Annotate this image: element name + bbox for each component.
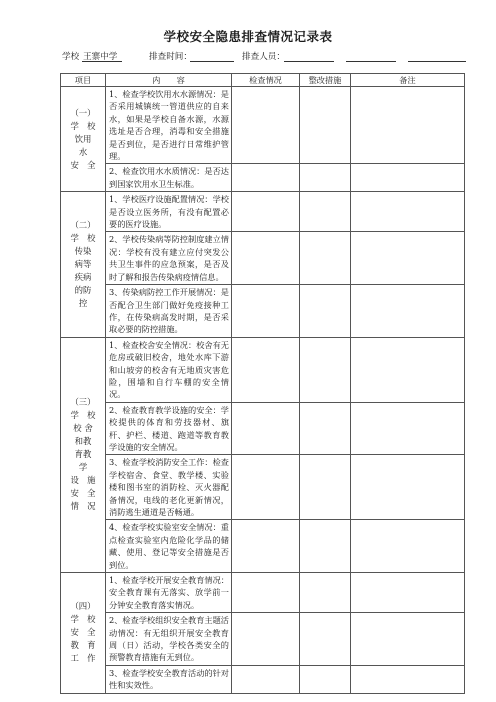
inspection-cell[interactable] xyxy=(232,455,300,520)
rectification-cell[interactable] xyxy=(300,520,351,573)
content-cell: 1、学校医疗设施配置情况：学校是否设立医务所，有没有配置必要的医疗设施。 xyxy=(106,192,232,232)
table-row xyxy=(61,285,465,338)
people-label: 排查人员： xyxy=(242,52,285,62)
people-underline-2 xyxy=(346,61,396,62)
table-row xyxy=(61,520,465,573)
inspection-cell[interactable] xyxy=(232,87,300,164)
table-row xyxy=(61,402,465,455)
content-cell: 2、检查学校组织安全教育主题活动情况：有无组织开展安全教育周（日）活动，学校各类安全的预警教育措施有无到位。 xyxy=(106,613,232,666)
category-cell: （二） 学 校 传染 病等 疾病 的防 控 xyxy=(61,192,106,337)
remarks-cell[interactable] xyxy=(351,192,465,232)
remarks-cell[interactable] xyxy=(351,455,465,520)
remarks-cell[interactable] xyxy=(351,285,465,338)
rectification-cell[interactable] xyxy=(300,573,351,613)
category-cell: （四） 学 校 安 全 教 育 工 作 xyxy=(61,573,106,694)
remarks-cell[interactable] xyxy=(351,87,465,164)
school-name: 王寨中学 xyxy=(83,52,118,62)
inspection-cell[interactable] xyxy=(232,402,300,455)
content-cell: 1、检查学校饮用水水源情况：是否采用城镇统一管道供应的自来水，如果是学校自备水源，水源选址是否合理，消毒和安全措施是否到位，是否进行日常维护管理。 xyxy=(106,87,232,164)
rectification-cell[interactable] xyxy=(300,232,351,285)
remarks-cell[interactable] xyxy=(351,520,465,573)
time-underline xyxy=(190,61,234,62)
remarks-cell[interactable] xyxy=(351,164,465,192)
table-row xyxy=(61,613,465,666)
rectification-cell[interactable] xyxy=(300,665,351,693)
category-cell: （三） 学 校 校 舍 和教 育教 学 设 施 安 全 情 况 xyxy=(61,337,106,572)
table-row xyxy=(61,573,465,613)
time-label: 排查时间： xyxy=(149,52,192,62)
header-inspection: 检查情况 xyxy=(232,74,300,87)
inspection-cell[interactable] xyxy=(232,665,300,693)
table-row xyxy=(61,665,465,693)
inspection-cell[interactable] xyxy=(232,164,300,192)
table-row xyxy=(61,87,465,164)
remarks-cell[interactable] xyxy=(351,337,465,402)
header-rectification: 整改措施 xyxy=(300,74,351,87)
people-underline-1 xyxy=(284,61,334,62)
inspection-cell[interactable] xyxy=(232,337,300,402)
content-cell: 1、检查学校开展安全教育情况：安全教育课有无落实、放学前一分钟安全教育落实情况。 xyxy=(106,573,232,613)
rectification-cell[interactable] xyxy=(300,87,351,164)
rectification-cell[interactable] xyxy=(300,613,351,666)
header-remarks: 备注 xyxy=(351,74,465,87)
table-row xyxy=(61,192,465,232)
rectification-cell[interactable] xyxy=(300,285,351,338)
content-cell: 3、检查学校消防安全工作：检查学校宿舍、食堂、教学楼、实验楼和图书室的消防栓、灭火器配备情况，电线的老化更新情况，消防逃生通道是否畅通。 xyxy=(106,455,232,520)
rectification-cell[interactable] xyxy=(300,192,351,232)
table-row xyxy=(61,337,465,402)
content-cell: 3、检查学校安全教育活动的针对性和实效性。 xyxy=(106,665,232,693)
content-cell: 3、传染病防控工作开展情况：是否配合卫生部门做好免疫接种工作，在传染病高发时期，是否采取必要的防控措施。 xyxy=(106,285,232,338)
school-label: 学校 xyxy=(62,52,80,62)
remarks-cell[interactable] xyxy=(351,613,465,666)
content-cell: 1、检查校舍安全情况：校舍有无危房或破旧校舍，地处水库下游和山坡旁的校舍有无地质灾害危险，围墙和自行车棚的安全情况。 xyxy=(106,337,232,402)
inspection-cell[interactable] xyxy=(232,192,300,232)
inspection-table xyxy=(60,73,465,694)
inspection-cell[interactable] xyxy=(232,232,300,285)
content-cell: 2、学校传染病等防控制度建立情况：学校有没有建立应付突发公共卫生事件的应急预案，是否及时了解和报告传染病疫情信息。 xyxy=(106,232,232,285)
header-content: 内 容 xyxy=(106,74,232,87)
remarks-cell[interactable] xyxy=(351,232,465,285)
header-info xyxy=(62,50,472,64)
rectification-cell[interactable] xyxy=(300,455,351,520)
school-underline xyxy=(82,61,122,62)
rectification-cell[interactable] xyxy=(300,337,351,402)
table-row xyxy=(61,232,465,285)
inspection-cell[interactable] xyxy=(232,613,300,666)
content-cell: 2、检查教育教学设施的安全：学校提供的体育和劳技器材、旗杆、护栏、楼道、跑道等教育教学设施的安全情况。 xyxy=(106,402,232,455)
rectification-cell[interactable] xyxy=(300,402,351,455)
inspection-cell[interactable] xyxy=(232,285,300,338)
table-row xyxy=(61,455,465,520)
table-row xyxy=(61,164,465,192)
rectification-cell[interactable] xyxy=(300,164,351,192)
remarks-cell[interactable] xyxy=(351,573,465,613)
content-cell: 4、检查学校实验室安全情况：重点检查实验室内危险化学品的储藏、使用、登记等安全措施是否到位。 xyxy=(106,520,232,573)
people-underline-3 xyxy=(408,61,466,62)
inspection-cell[interactable] xyxy=(232,520,300,573)
page-title: 学校安全隐患排查情况记录表 xyxy=(163,29,333,44)
remarks-cell[interactable] xyxy=(351,402,465,455)
header-item: 项目 xyxy=(61,74,106,87)
category-cell: （一） 学 校 饮用 水 安 全 xyxy=(61,87,106,192)
remarks-cell[interactable] xyxy=(351,665,465,693)
table-header-row xyxy=(61,74,465,87)
content-cell: 2、检查饮用水水质情况：是否达到国家饮用水卫生标准。 xyxy=(106,164,232,192)
inspection-cell[interactable] xyxy=(232,573,300,613)
